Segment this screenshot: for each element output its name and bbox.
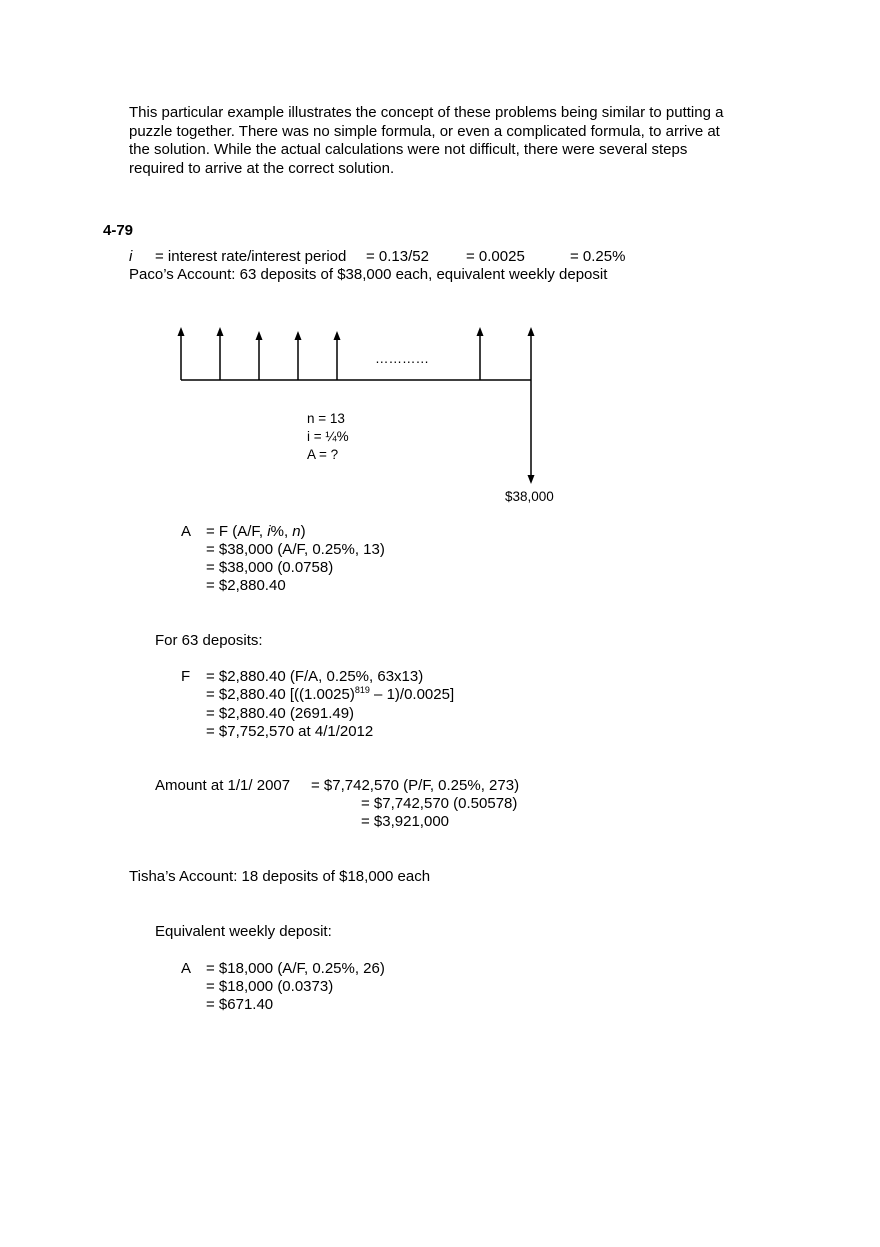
amount-step: = $7,742,570 (P/F, 0.25%, 273) xyxy=(311,777,520,794)
withdrawal-arrowhead xyxy=(528,475,535,484)
calc-f-step xyxy=(206,686,454,704)
formula-part: ) xyxy=(300,523,306,540)
calc-tisha-step: = $18,000 (A/F, 0.25%, 26) xyxy=(206,960,385,977)
calc-a-variable: A xyxy=(181,523,192,540)
calc-f-result: = $7,752,570 at 4/1/2012 xyxy=(206,723,374,740)
tisha-account-line: Tisha’s Account: 18 deposits of $18,000 each xyxy=(129,868,431,885)
paco-account-line: Paco’s Account: 63 deposits of $38,000 each, equivalent weekly deposit xyxy=(129,266,608,283)
formula-i: i xyxy=(267,523,271,540)
amount-step: = $7,742,570 (0.50578) xyxy=(361,795,518,812)
deposit-arrowhead xyxy=(334,331,341,340)
weekly-heading: Equivalent weekly deposit: xyxy=(155,923,332,940)
n-label: n = 13 xyxy=(307,411,345,426)
intro-line: required to arrive at the correct solution. xyxy=(129,159,395,177)
intro-line: puzzle together. There was no simple formula, or even a complicated formula, to arrive at xyxy=(129,122,720,140)
calc-tisha-result: = $671.40 xyxy=(206,996,274,1013)
intro-line: the solution. While the actual calculations were not difficult, there were several steps xyxy=(129,141,688,158)
formula-part: = F (A/F, xyxy=(206,523,268,540)
deposit-arrowhead xyxy=(477,327,484,336)
i-label: i = ¼% xyxy=(307,429,349,444)
amount-result: = $3,921,000 xyxy=(361,813,450,830)
calc-tisha-variable: A xyxy=(181,960,192,977)
formula-part: – 1)/0.0025] xyxy=(369,686,455,703)
interest-percent: = 0.25% xyxy=(570,248,626,265)
exponent: 819 xyxy=(354,685,370,695)
calc-a-result: = $2,880.40 xyxy=(206,577,286,594)
future-value-label: $38,000 xyxy=(505,489,554,504)
intro-line: This particular example illustrates the concept of these problems being similar to putting a xyxy=(129,104,724,121)
deposit-arrowhead xyxy=(217,327,224,336)
problem-number: 4-79 xyxy=(103,222,134,239)
calc-a-step: = $38,000 (0.0758) xyxy=(206,559,334,576)
deposit-arrowhead xyxy=(178,327,185,336)
interest-decimal: = 0.0025 xyxy=(466,248,525,265)
calc-f-step: = $2,880.40 (F/A, 0.25%, 63x13) xyxy=(206,668,424,685)
amount-label: Amount at 1/1/ 2007 xyxy=(155,777,291,794)
interest-expression: = 0.13/52 xyxy=(366,248,429,265)
calc-a-formula xyxy=(206,523,306,541)
deposits-heading: For 63 deposits: xyxy=(155,632,263,649)
a-label: A = ? xyxy=(307,447,339,462)
calc-f-step: = $2,880.40 (2691.49) xyxy=(206,705,355,722)
calc-f-variable: F xyxy=(181,668,191,685)
calc-tisha-step: = $18,000 (0.0373) xyxy=(206,978,334,995)
interest-definition: = interest rate/interest period xyxy=(155,248,347,265)
ellipsis-dots: ………… xyxy=(375,351,429,366)
formula-part: = $2,880.40 [((1.0025) xyxy=(206,686,355,703)
formula-part: %, xyxy=(270,523,293,540)
deposit-arrowhead xyxy=(528,327,535,336)
deposit-arrowhead xyxy=(295,331,302,340)
formula-n: n xyxy=(292,523,301,540)
deposit-arrowhead xyxy=(256,331,263,340)
calc-a-step: = $38,000 (A/F, 0.25%, 13) xyxy=(206,541,385,558)
interest-symbol: i xyxy=(129,248,133,265)
